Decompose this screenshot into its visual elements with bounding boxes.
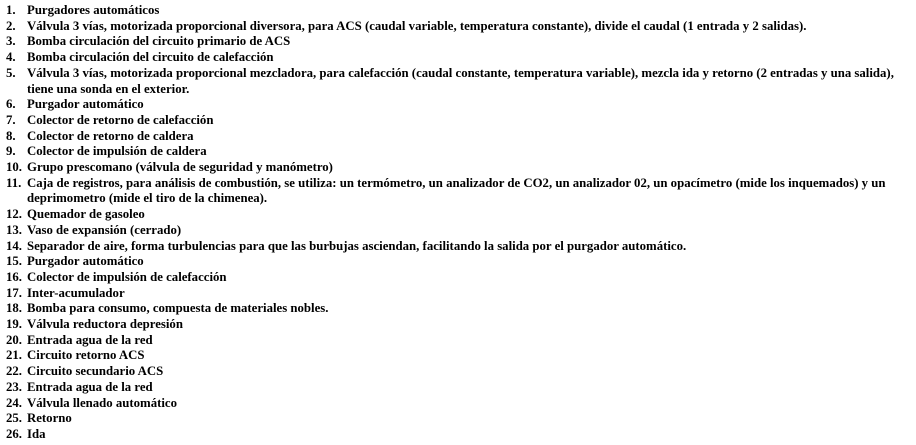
item-number: 8.	[6, 128, 16, 143]
item-text: Colector de impulsión de caldera	[27, 144, 207, 159]
item-text: Retorno	[27, 411, 72, 426]
list-item	[6, 286, 906, 302]
list-item	[6, 270, 906, 286]
list-item	[6, 254, 906, 270]
item-text: Quemador de gasoleo	[27, 207, 145, 222]
item-number: 4.	[6, 50, 16, 65]
item-text: Grupo prescomano (válvula de seguridad y manómetro)	[27, 160, 333, 175]
item-number: 17.	[6, 285, 22, 300]
item-number: 16.	[6, 269, 22, 284]
list-item	[6, 333, 906, 349]
item-number: 18.	[6, 301, 22, 316]
item-number: 19.	[6, 317, 22, 332]
item-number: 13.	[6, 222, 22, 237]
item-number: 1.	[6, 3, 16, 17]
item-text: Purgador automático	[27, 97, 144, 112]
list-item	[6, 97, 906, 113]
item-number: 23.	[6, 379, 22, 394]
list-item	[6, 411, 906, 427]
item-number: 2.	[6, 18, 16, 33]
list-item	[6, 66, 906, 97]
item-number: 14.	[6, 238, 22, 253]
item-number: 12.	[6, 207, 22, 222]
item-text: Inter-acumulador	[27, 285, 125, 300]
item-text: Caja de registros, para análisis de combustión, se utiliza: un termómetro, un analizador de CO2, un analizador 02, un opacímetro (mide los inquemados) y un deprimometro (mide el tiro de la chimenea).	[27, 175, 886, 206]
list-item	[6, 301, 906, 317]
item-text: Colector de impulsión de calefacción	[27, 269, 227, 284]
legend-list	[6, 3, 906, 443]
item-text: Vaso de expansión (cerrado)	[27, 222, 182, 237]
item-text: Entrada agua de la red	[27, 379, 153, 394]
item-text: Válvula 3 vías, motorizada proporcional mezcladora, para calefacción (caudal constante, temperatura variable), mezcla ida y retorno (2 entradas y una salida), tiene una sonda en el exterior.	[27, 65, 894, 96]
item-number: 11.	[6, 175, 22, 190]
item-number: 21.	[6, 348, 22, 363]
item-number: 20.	[6, 332, 22, 347]
item-text: Válvula 3 vías, motorizada proporcional diversora, para ACS (caudal variable, temperatura constante), divide el caudal (1 entrada y 2 salidas).	[27, 18, 807, 33]
legend-document	[6, 3, 906, 443]
item-number: 3.	[6, 34, 16, 49]
item-text: Circuito retorno ACS	[27, 348, 145, 363]
list-item	[6, 50, 906, 66]
list-item	[6, 176, 906, 207]
list-item	[6, 113, 906, 129]
item-text: Purgadores automáticos	[27, 3, 160, 17]
item-text: Válvula llenado automático	[27, 395, 178, 410]
item-number: 9.	[6, 144, 16, 159]
list-item	[6, 144, 906, 160]
list-item	[6, 207, 906, 223]
list-item	[6, 223, 906, 239]
item-number: 15.	[6, 254, 22, 269]
item-text: Bomba circulación del circuito de calefacción	[27, 50, 274, 65]
item-text: Circuito secundario ACS	[27, 364, 164, 379]
item-text: Ida	[27, 426, 46, 441]
item-number: 22.	[6, 364, 22, 379]
item-number: 7.	[6, 112, 16, 127]
list-item	[6, 3, 906, 19]
list-item	[6, 19, 906, 35]
item-number: 26.	[6, 426, 22, 441]
list-item	[6, 239, 906, 255]
item-text: Colector de retorno de calefacción	[27, 112, 214, 127]
list-item	[6, 396, 906, 412]
item-number: 6.	[6, 97, 16, 112]
list-item	[6, 348, 906, 364]
item-text: Purgador automático	[27, 254, 144, 269]
item-number: 10.	[6, 160, 22, 175]
item-text: Colector de retorno de caldera	[27, 128, 194, 143]
list-item	[6, 160, 906, 176]
item-text: Entrada agua de la red	[27, 332, 153, 347]
item-text: Válvula reductora depresión	[27, 317, 183, 332]
list-item	[6, 317, 906, 333]
item-text: Separador de aire, forma turbulencias para que las burbujas asciendan, facilitando la salida por el purgador automático.	[27, 238, 687, 253]
list-item	[6, 34, 906, 50]
item-text: Bomba circulación del circuito primario de ACS	[27, 34, 291, 49]
item-number: 25.	[6, 411, 22, 426]
list-item	[6, 380, 906, 396]
item-number: 24.	[6, 395, 22, 410]
list-item	[6, 427, 906, 443]
item-number: 5.	[6, 65, 16, 80]
item-text: Bomba para consumo, compuesta de materiales nobles.	[27, 301, 329, 316]
list-item	[6, 364, 906, 380]
list-item	[6, 129, 906, 145]
